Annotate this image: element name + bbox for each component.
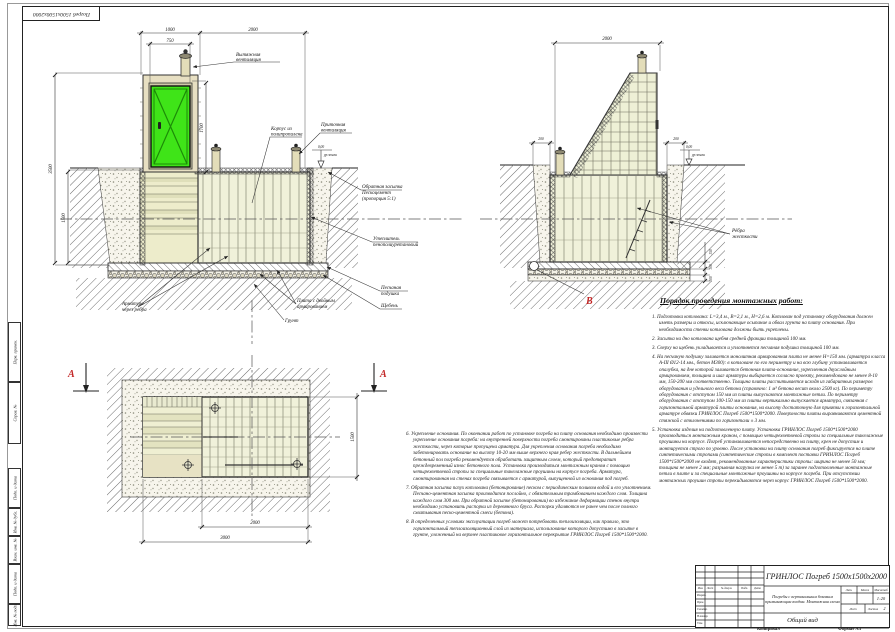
role-label: Пров. <box>697 600 704 604</box>
label-rebar-2: через ребра <box>122 308 147 313</box>
cellar-body <box>198 172 310 263</box>
margin-label: Справ. № <box>12 404 17 422</box>
dim-2000: 2000 <box>248 28 258 33</box>
role-label: Утв. <box>697 621 704 625</box>
label-backfill-1: Обратная засыпка <box>362 185 403 190</box>
ground-hatch-right <box>677 165 725 268</box>
dim-200-right: 200 <box>673 137 679 141</box>
label-backfill-3: (пропорция 5:1) <box>362 197 396 202</box>
dim-100a: 100 <box>709 264 713 270</box>
instructions-items-1-5 <box>652 315 886 488</box>
instructions-items-6-8 <box>406 432 652 542</box>
elevation-note: ур.земли <box>324 153 337 157</box>
stamp-text: Погреб 1500х1500х2000 <box>32 10 90 17</box>
instruction-item: 8. В определенных условиях эксплуатации погреб может потребовать теплоизоляции, как правило, это горизонтальный теплоизоляционный слой из материала, использование которого допустимо в засыпке в грунте, уложенный на верхнее пластиковое горизонтальное перекрытие ГРИНЛОС Погреб 1500*1500*2000. <box>406 520 648 539</box>
product-name: ГРИНЛОС Погреб 1500х1500х2000 <box>766 571 887 581</box>
margin-label: Взам. инв. № <box>12 538 17 562</box>
rev-header-data: Дата <box>754 587 761 590</box>
side-section-view <box>480 20 792 320</box>
view-name: Общий вид <box>787 616 818 624</box>
footer-format: Формат А3 <box>838 626 862 631</box>
sheet-header: Лист <box>849 606 857 611</box>
rev-header-izm: Изм. <box>697 587 704 590</box>
title-block <box>695 565 890 628</box>
exhaust-vent-pipe <box>180 49 192 76</box>
leader-supply-vent <box>299 133 352 154</box>
section-marker-right <box>361 363 387 393</box>
stair-pit-cell <box>143 455 202 477</box>
margin-cell-podp-data-2 <box>8 564 21 604</box>
instruction-item: 3. Сверху на щебень укладывается и уплотняется песчаная подушка толщиной 100 мм. <box>652 345 840 351</box>
footer-copied: Копировал <box>757 626 780 631</box>
instruction-item: 5. Установка изделия на подготовленную плиту. Установка ГРИНЛОС Погреб 1500*1500*2000 производиться монтажным краном, с помощью четырехветвевой стропы за специальные такелажные проушины на корпусе. Погреб устанавливается непосредственно на плиту, крен не допустим и монтируется строго по уровню. После установки на плиту основания погреб фиксируется на плите синтетическими стропами (синтетические стропы в комплект поставки ГРИНЛОС Погреб 1500*1500*2000 не входят, рекомендованные характеристики стропы: ширина не менее 50 мм; толщина не менее 2 мм; разрывная нагрузка не менее 5 т) за заранее подготовленные монтажные петли в плите и за специальные монтажные проушины на корпусе погреба. При отсутствии монтажных проушин стропы перекидываются через корпус ГРИНЛОС Погреб 1500*1500*2000. <box>652 427 884 484</box>
document-name: Погребы с вертикальным боковым примыкающим входом. Монтажная схема <box>765 593 840 604</box>
instruction-item: 1. Подготовка котлована: L=3,4 м., В=2,1 м., Н=2,6 м. Котлован под установку оборудования должен иметь размеры и откосы, исключающие осыпание и обвал грунта на плиту основания. При необходимости стенки котлована должны быть укреплены. <box>652 315 873 333</box>
label-gravel: Щебень <box>381 304 398 309</box>
instruction-item: 6. Укрепление основания. По окончании работ по установке погреба на плиту основания необходимо произвести укрепление основания погреба: на внутренней поверхности погреба смонтированы пластиковые ребра жесткости, через которые пропущена арматура. Для укрепления основания погреба необходимо забетонировать основание на высоту 10-20 мм выше верхнего края ребер жесткости. В дальнейшем бетонный пол погреба рекомендуется обработать защитным слоем, который предотвратит преждевременный износ бетонного пола. Установка производиться монтажным краном с помощью четырехветвевой стропы за специальные такелажные проушины на корпусе погреба. Арматура, смонтированная на стенах погреба связывается с арматурой, выпущенной из основания под погреб. <box>406 432 648 482</box>
dim-2000: 2000 <box>250 521 260 526</box>
label-supply-vent-1: Приточная <box>321 123 346 128</box>
dim-100b: 100 <box>709 276 713 282</box>
entrance-shaft <box>140 172 198 263</box>
label-supply-vent-2: вентиляция <box>321 128 346 134</box>
margin-label: Перв. примен. <box>12 339 17 365</box>
instruction-item: 4. На песчаную подушку заливается монолитная армированная плита не менее Н=150 мм. (арматура класса А-III Ø12-14 мм., бетон М300): в котловане по его периметру и на всю глубину устанавливается опалубка, на дне которой заливается бетонная плита-основание, укрепленная двухслойным армированием, толщина и шаг арматуры выбирается согласно проекту, рекомендовано не менее 8-10 мм, 150-200 мм соответственно. Толщина плиты рассчитывается исходя из габаритных размеров оборудования и удельного веса бетона (справочно: 1 м³ бетона весит около 2500 кг). По периметру оборудования с отступом 150 мм из плиты выпускаются монтажные петли. По периметру оборудования с отступом 100-150 мм из плиты вертикально выпускается арматура, связанная с горизонтальной арматурой плиты основания, на высоту достаточную для привязки к горизонтальной арматуре обвязки ГРИНЛОС Погреб 1500*1500*2000. Поверхности плиты выравниваются цементной стяжкой с отклонениями по горизонтали ± 3 мм. <box>652 354 886 424</box>
label-slab-1: Плита с двойным <box>297 299 335 304</box>
role-label: Разраб. <box>697 593 707 597</box>
front-section-view <box>40 20 464 344</box>
elevation-value: 0,00 <box>685 145 693 149</box>
role-label: Н.контр. <box>697 614 709 618</box>
rev-header-dokum: № докум. <box>720 587 733 590</box>
instruction-item: 2. Засыпка на дно котлована щебня средней фракции толщиной 100 мм. <box>652 336 807 342</box>
label-exhaust-vent-2: вентиляция <box>236 58 261 63</box>
door-handle <box>158 122 161 129</box>
gravel-layer <box>108 271 328 278</box>
dim-1500: 1500 <box>62 213 67 223</box>
label-insulation-2: пенополиуретановый <box>373 243 419 248</box>
stair-treads <box>143 407 202 455</box>
margin-label: Инв. № подл. <box>12 603 17 627</box>
right-wall-band <box>662 175 667 262</box>
margin-cell-vzam-inv <box>8 536 21 564</box>
dim-3000: 3000 <box>220 536 230 541</box>
top-vent-pipe <box>637 51 647 73</box>
rev-header-podp: Подп. <box>741 587 748 590</box>
rev-header-list: Лист <box>706 587 714 590</box>
supply-vent-right <box>291 144 301 172</box>
top-rotated-stamp <box>22 6 100 21</box>
section-letter-A-left: А <box>68 369 75 380</box>
margin-cell-perv-primen <box>8 322 21 382</box>
margin-label: Подп. и дата <box>12 572 17 596</box>
dim-150: 150 <box>709 249 713 255</box>
label-body-1: Корпус из <box>271 127 292 132</box>
roof-vent-pipe <box>555 147 565 175</box>
detail-circle <box>530 262 539 271</box>
dim-200-left: 200 <box>538 137 544 141</box>
label-sand-2: подушка <box>381 292 400 297</box>
dim-1000: 1000 <box>165 28 175 33</box>
margin-cell-inv-podl <box>8 604 21 626</box>
scale-value: 1:20 <box>876 596 886 601</box>
hatch-handle <box>656 120 659 129</box>
margin-label: Инв. № дубл. <box>12 510 17 534</box>
label-rebar-1: Арматура <box>122 302 144 307</box>
foundation-slab <box>528 262 690 269</box>
insulation-right-wall <box>307 168 313 265</box>
margin-cell-podp-data-1 <box>8 468 21 508</box>
scale-header: Масштаб <box>874 587 888 592</box>
label-slab-2: армированием <box>297 305 328 310</box>
elevation-note: ур.земли <box>692 153 705 157</box>
label-insulation-1: Утеплитель <box>373 237 400 242</box>
margin-cell-inv-dubl <box>8 508 21 536</box>
insulation-left-wall <box>140 168 145 265</box>
supply-vent-left <box>211 144 221 172</box>
elevation-value: 0,00 <box>317 145 325 149</box>
detail-letter-B: В <box>586 296 593 307</box>
label-body-2: полипропилена <box>271 132 303 138</box>
label-ribs-1: Рёбра <box>732 229 745 234</box>
mass-header: Масса <box>860 587 870 592</box>
gravel-layer <box>528 269 690 275</box>
label-ribs-2: жесткости <box>732 235 758 240</box>
instructions-title: Порядок проведения монтажных работ: <box>660 296 803 305</box>
cellar-body <box>550 175 667 262</box>
label-backfill-2: Пескоцемент <box>362 191 391 196</box>
left-wall-band <box>550 175 555 262</box>
plan-view <box>60 355 404 569</box>
lit-header: Лит. <box>845 587 853 592</box>
label-exhaust-vent-1: Вытяжная <box>236 53 261 58</box>
sheets-header: Листов <box>867 606 879 611</box>
dim-2000: 2000 <box>602 37 612 42</box>
section-marker-left <box>67 363 99 393</box>
elevation-mark <box>312 145 337 168</box>
instruction-item: 7. Обратная засыпка пазух котлована (бетонирование) песком с периодическим поливом водой и его уплотнением. Песчано-цементная засыпка производится послойно, с обязательным трамбованием каждого слоя. Толщина каждого слоя 300 мм. При обратной засыпке (бетонировании) во избежание деформации стенок внутри необходимо установить распорки из деревянного бруса. Распорки удаляются не ранее чем после полного схватывания песко-цементной смеси (бетона). <box>406 485 652 517</box>
margin-label: Подп. и дата <box>12 476 17 500</box>
label-sand-1: Песчаная <box>381 286 402 291</box>
dim-750: 750 <box>166 39 174 44</box>
margin-cell-sprav <box>8 382 21 444</box>
label-soil: Грунт <box>285 319 299 324</box>
sheets-total: 2 <box>883 606 886 611</box>
dim-1500: 1500 <box>351 432 356 442</box>
roles-column <box>697 592 715 627</box>
dim-3500: 3500 <box>49 164 54 174</box>
section-letter-A-right: А <box>380 369 387 380</box>
dim-1700: 1700 <box>200 123 205 133</box>
role-label: Т.контр. <box>697 607 708 611</box>
